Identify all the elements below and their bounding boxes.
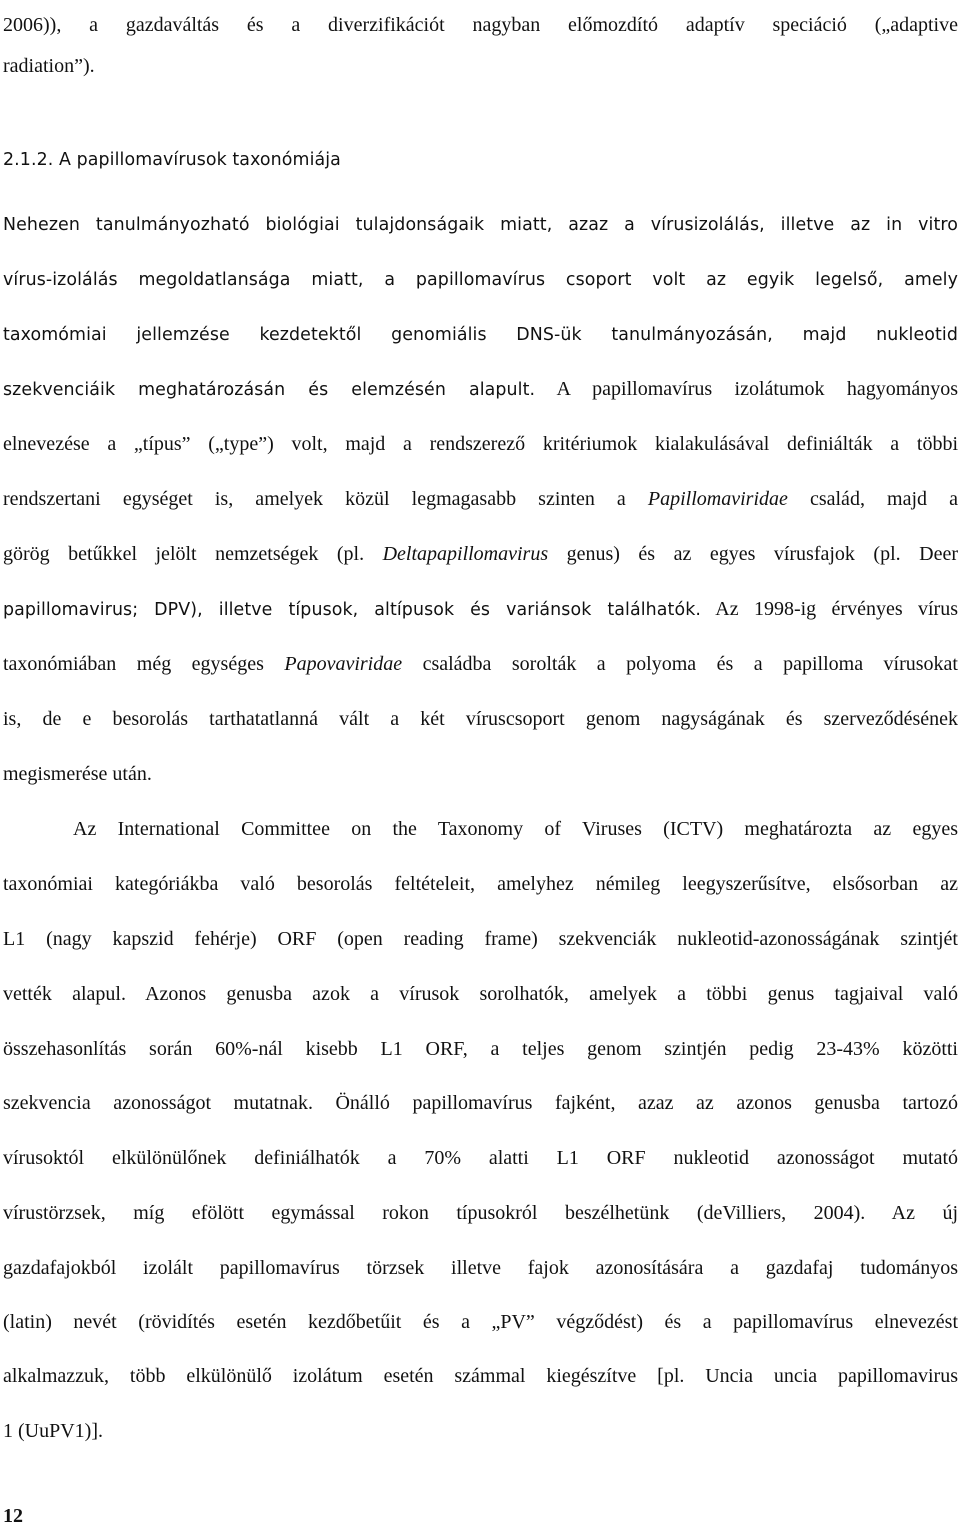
text-segment: Nehezen tanulmányozható biológiai tulajdonságaik miatt, azaz a vírusizolálás, illetve az in vitro xyxy=(3,215,958,235)
text-segment: vették alapul. Azonos genusba azok a vírusok sorolhatók, amelyek a többi genus tagjaival való xyxy=(3,983,958,1005)
text-line xyxy=(3,10,958,40)
text-line xyxy=(3,539,958,569)
text-segment: A papillomavírus izolátumok hagyományos xyxy=(535,378,958,400)
text-segment: Az International Committee on the Taxonomy of Viruses (ICTV) meghatározta az egyes xyxy=(73,818,958,840)
text-line xyxy=(3,1307,958,1337)
text-line xyxy=(3,869,958,899)
text-segment: is, de e besorolás tarthatatlanná vált a két víruscsoport genom nagyságának és szerveződésének xyxy=(3,708,958,730)
text-line xyxy=(3,594,958,624)
text-segment: rendszertani egységet is, amelyek közül legmagasabb szinten a xyxy=(3,488,648,510)
text-segment: Az 1998-ig érvényes vírus xyxy=(701,598,958,620)
text-segment: L1 (nagy kapszid fehérje) ORF (open reading frame) szekvenciák nukleotid-azonosságának szintjét xyxy=(3,928,958,950)
text-line xyxy=(73,814,958,844)
text-segment: genus) és az egyes vírusfajok (pl. Deer xyxy=(548,543,958,565)
section-heading xyxy=(3,145,958,175)
text-line xyxy=(3,484,958,514)
text-line xyxy=(3,924,958,954)
text-segment: vírusoktól elkülönülőnek definiálhatók a 70% alatti L1 ORF nukleotid azonosságot mutató xyxy=(3,1147,958,1169)
text-line xyxy=(3,1198,958,1228)
text-segment: görög betűkkel jelölt nemzetségek (pl. xyxy=(3,543,383,565)
text-line xyxy=(3,374,958,404)
text-segment: radiation”). xyxy=(3,55,95,77)
text-line xyxy=(3,1361,958,1391)
text-line xyxy=(3,1143,958,1173)
text-segment: szekvenciáik meghatározásán és elemzésén alapult. xyxy=(3,380,536,400)
text-line xyxy=(3,1088,958,1118)
text-segment: összehasonlítás során 60%-nál kisebb L1 ORF, a teljes genom szintjén pedig 23-43% közötti xyxy=(3,1038,958,1060)
text-segment: taxonómiában még egységes xyxy=(3,653,285,675)
page-number: 12 xyxy=(3,1505,23,1527)
text-line xyxy=(3,1034,958,1064)
text-segment: alkalmazzuk, több elkülönülő izolátum esetén számmal kiegészítve [pl. Uncia uncia papillomavirus xyxy=(3,1365,958,1387)
text-line xyxy=(3,759,958,789)
text-segment: vírus-izolálás megoldatlansága miatt, a papillomavírus csoport volt az egyik legelső, amely xyxy=(3,270,958,290)
text-segment: elnevezése a „típus” („type”) volt, majd a rendszerező kritériumok kialakulásával definiálták a többi xyxy=(3,433,958,455)
text-line xyxy=(3,1416,958,1446)
text-segment: taxonómiai kategóriákba való besorolás feltételeit, amelyhez némileg leegyszerűsítve, elsősorban az xyxy=(3,873,958,895)
text-line xyxy=(3,210,958,240)
text-segment: megismerése után. xyxy=(3,763,152,785)
text-line xyxy=(3,429,958,459)
text-line xyxy=(3,649,958,679)
text-segment: papillomavirus; DPV), illetve típusok, altípusok és variánsok találhatók. xyxy=(3,600,701,620)
heading-text: 2.1.2. A papillomavírusok taxonómiája xyxy=(3,150,341,170)
italic-taxon: Deltapapillomavirus xyxy=(382,543,549,565)
text-line xyxy=(3,320,958,350)
italic-taxon: Papillomaviridae xyxy=(647,488,788,510)
text-segment: család, majd a xyxy=(787,488,958,510)
text-line xyxy=(3,704,958,734)
text-segment: taxomómiai jellemzése kezdetektől genomiális DNS-ük tanulmányozásán, majd nukleotid xyxy=(3,325,958,345)
text-segment: szekvencia azonosságot mutatnak. Önálló papillomavírus fajként, azaz az azonos genusba tartozó xyxy=(3,1092,958,1114)
text-segment: 1 (UuPV1)]. xyxy=(3,1420,103,1442)
text-line xyxy=(3,1253,958,1283)
text-segment: (latin) nevét (rövidítés esetén kezdőbetűit és a „PV” végződést) és a papillomavírus elnevezést xyxy=(3,1311,958,1333)
text-line xyxy=(3,979,958,1009)
text-line xyxy=(3,265,958,295)
text-line xyxy=(3,51,958,81)
text-segment: vírustörzsek, míg efölött egymással rokon típusokról beszélhetünk (deVilliers, 2004). Az új xyxy=(3,1202,958,1224)
text-segment: családba sorolták a polyoma és a papilloma vírusokat xyxy=(402,653,958,675)
text-segment: gazdafajokból izolált papillomavírus törzsek illetve fajok azonosítására a gazdafaj tudományos xyxy=(3,1257,958,1279)
italic-taxon: Papovaviridae xyxy=(284,653,403,675)
text-segment: 2006)), a gazdaváltás és a diverzifikációt nagyban előmozdító adaptív speciáció („adaptive xyxy=(3,14,958,36)
